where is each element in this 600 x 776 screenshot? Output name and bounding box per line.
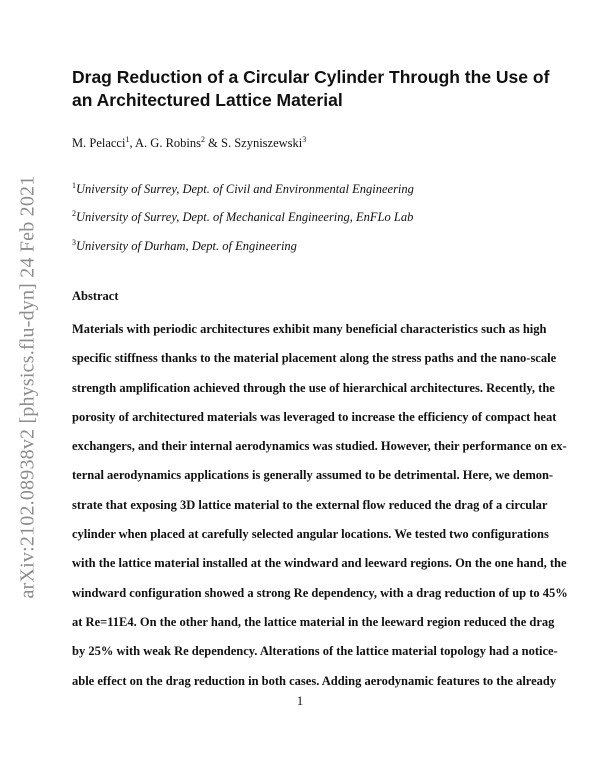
- abstract-line: windward configuration showed a strong Re dependency, with a drag reduction of up to 45%: [72, 585, 568, 600]
- paper-title: [72, 66, 562, 112]
- affiliation-text: University of Durham, Dept. of Engineering: [76, 239, 297, 253]
- abstract-line: at Re=11E4. On the other hand, the lattice material in the leeward region reduced the drag: [72, 614, 555, 629]
- affiliation-text: University of Surrey, Dept. of Mechanical Engineering, EnFLo Lab: [76, 210, 414, 224]
- author-separator: &: [205, 136, 221, 150]
- affiliation-mark: 3: [72, 238, 76, 247]
- abstract-line: Materials with periodic architectures exhibit many beneficial characteristics such as high: [72, 322, 547, 336]
- abstract-line: strate that exposing 3D lattice material to the external flow reduced the drag of a circular: [72, 497, 548, 512]
- affiliation-1: [72, 181, 414, 197]
- author-name: S. Szyniszewski: [221, 136, 303, 150]
- affiliation-mark: 1: [72, 181, 76, 190]
- affiliation-text: University of Surrey, Dept. of Civil and Environmental Engineering: [76, 182, 414, 196]
- arxiv-identifier: arXiv:2102.08938v2 [physics.flu-dyn] 24 Feb 2021: [16, 175, 39, 599]
- abstract-line: able effect on the drag reduction in both cases. Adding aerodynamic features to the already: [72, 673, 557, 688]
- page-number: 1: [296, 694, 304, 708]
- abstract-line: porosity of architectured materials was leveraged to increase the efficiency of compact heat: [72, 409, 557, 424]
- abstract-line: specific stiffness thanks to the material placement along the stress paths and the nano-scale: [72, 351, 557, 366]
- abstract-line: with the lattice material installed at the windward and leeward regions. On the one hand, the: [72, 556, 567, 571]
- affiliation-mark: 2: [72, 209, 76, 218]
- abstract-body: [72, 315, 568, 696]
- author-affiliation-mark: 1: [125, 135, 130, 144]
- author-affiliation-mark: 3: [302, 135, 307, 144]
- affiliation-2: [72, 209, 413, 225]
- abstract-line: exchangers, and their internal aerodynamics was studied. However, their performance on ex-: [72, 439, 567, 454]
- author-list: [72, 135, 306, 151]
- abstract-line: strength amplification achieved through the use of hierarchical architectures. Recently, the: [72, 380, 555, 395]
- abstract-heading: Abstract: [72, 289, 119, 303]
- abstract-line: by 25% with weak Re dependency. Alterations of the lattice material topology had a notice-: [72, 644, 558, 659]
- author-affiliation-mark: 2: [201, 135, 206, 144]
- affiliation-3: [72, 238, 297, 254]
- abstract-line: cylinder when placed at carefully selected angular locations. We tested two configurations: [72, 527, 549, 542]
- abstract-line: ternal aerodynamics applications is generally assumed to be detrimental. Here, we demon-: [72, 468, 554, 483]
- title-line: an Architectured Lattice Material: [72, 90, 343, 110]
- title-line: Drag Reduction of a Circular Cylinder Through the Use of: [72, 67, 550, 87]
- author-name: A. G. Robins: [135, 136, 202, 150]
- author-name: M. Pelacci: [72, 136, 126, 150]
- author-separator: ,: [129, 136, 136, 150]
